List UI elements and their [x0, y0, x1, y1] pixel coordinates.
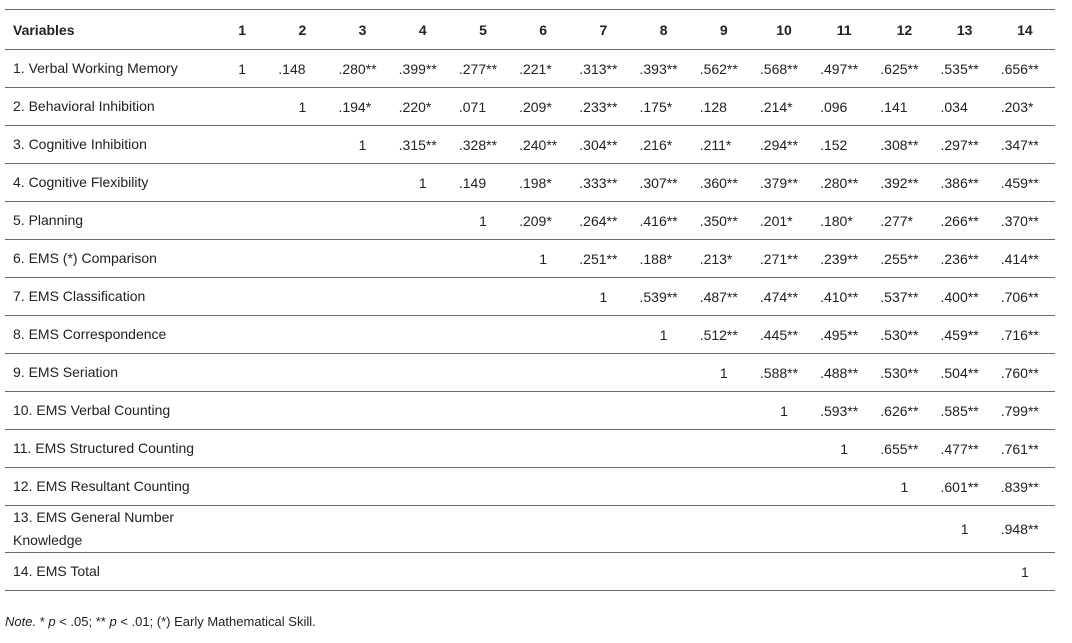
- table-cell: [513, 553, 573, 591]
- table-cell: .333**: [573, 164, 633, 202]
- table-cell: .096: [814, 88, 874, 126]
- table-header-row: [5, 10, 1055, 50]
- table-cell: .497**: [814, 50, 874, 88]
- note-text-1: *: [36, 614, 49, 629]
- table-cell: [393, 506, 453, 553]
- table-cell: .530**: [874, 354, 934, 392]
- table-cell: [513, 506, 573, 553]
- table-cell: [513, 392, 573, 430]
- table-cell: [212, 553, 272, 591]
- table-cell: [212, 430, 272, 468]
- table-cell: .255**: [874, 240, 934, 278]
- table-cell: .188*: [633, 240, 693, 278]
- table-cell: .393**: [633, 50, 693, 88]
- column-header-12: 12: [874, 10, 934, 50]
- table-cell: [212, 126, 272, 164]
- table-cell: .360**: [694, 164, 754, 202]
- table-row: [5, 506, 1055, 553]
- table-cell: .512**: [694, 316, 754, 354]
- table-cell: .216*: [633, 126, 693, 164]
- table-cell: .141: [874, 88, 934, 126]
- table-cell: .211*: [694, 126, 754, 164]
- note-text-3: < .01; (*) Early Mathematical Skill.: [116, 614, 316, 629]
- table-cell: .562**: [694, 50, 754, 88]
- table-cell: .277*: [874, 202, 934, 240]
- row-label: 2. Behavioral Inhibition: [5, 88, 212, 126]
- table-cell: .370**: [995, 202, 1055, 240]
- table-row: [5, 278, 1055, 316]
- table-cell: [453, 506, 513, 553]
- table-cell: [814, 506, 874, 553]
- table-cell: [212, 240, 272, 278]
- table-cell: [332, 430, 392, 468]
- table-cell: 1: [453, 202, 513, 240]
- table-cell: [694, 468, 754, 506]
- table-cell: [272, 430, 332, 468]
- table-cell: .761**: [995, 430, 1055, 468]
- table-cell: [332, 240, 392, 278]
- table-cell: .347**: [995, 126, 1055, 164]
- table-cell: .201*: [754, 202, 814, 240]
- table-row: [5, 553, 1055, 591]
- row-label: 5. Planning: [5, 202, 212, 240]
- note-prefix: Note.: [5, 614, 37, 629]
- table-cell: .535**: [935, 50, 995, 88]
- table-cell: .221*: [513, 50, 573, 88]
- table-cell: [332, 202, 392, 240]
- table-cell: [453, 354, 513, 392]
- table-cell: [212, 316, 272, 354]
- table-cell: [332, 553, 392, 591]
- table-cell: .625**: [874, 50, 934, 88]
- table-cell: .716**: [995, 316, 1055, 354]
- table-cell: .459**: [935, 316, 995, 354]
- table-cell: [633, 468, 693, 506]
- table-cell: 1: [513, 240, 573, 278]
- row-label: 3. Cognitive Inhibition: [5, 126, 212, 164]
- table-cell: [212, 354, 272, 392]
- table-cell: .266**: [935, 202, 995, 240]
- table-cell: [513, 430, 573, 468]
- table-cell: [212, 202, 272, 240]
- row-label: 1. Verbal Working Memory: [5, 50, 212, 88]
- table-cell: .239**: [814, 240, 874, 278]
- table-cell: .304**: [573, 126, 633, 164]
- table-cell: .399**: [393, 50, 453, 88]
- table-cell: [573, 468, 633, 506]
- table-cell: [212, 164, 272, 202]
- column-header-5: 5: [453, 10, 513, 50]
- table-cell: [633, 392, 693, 430]
- table-cell: [393, 202, 453, 240]
- table-cell: [393, 392, 453, 430]
- table-cell: .626**: [874, 392, 934, 430]
- row-label: 11. EMS Structured Counting: [5, 430, 212, 468]
- table-cell: [633, 506, 693, 553]
- row-label: 4. Cognitive Flexibility: [5, 164, 212, 202]
- row-label: 7. EMS Classification: [5, 278, 212, 316]
- table-cell: .488**: [814, 354, 874, 392]
- table-cell: [393, 468, 453, 506]
- table-cell: .251**: [573, 240, 633, 278]
- table-cell: [272, 126, 332, 164]
- table-cell: .213*: [694, 240, 754, 278]
- table-cell: [453, 392, 513, 430]
- table-cell: [754, 430, 814, 468]
- column-header-13: 13: [935, 10, 995, 50]
- table-cell: [212, 278, 272, 316]
- table-cell: [272, 316, 332, 354]
- table-cell: [212, 506, 272, 553]
- table-cell: .495**: [814, 316, 874, 354]
- table-cell: [935, 553, 995, 591]
- table-cell: .297**: [935, 126, 995, 164]
- table-cell: [212, 468, 272, 506]
- table-cell: .280**: [332, 50, 392, 88]
- column-header-8: 8: [633, 10, 693, 50]
- table-cell: [513, 278, 573, 316]
- table-cell: .034: [935, 88, 995, 126]
- table-cell: [272, 392, 332, 430]
- table-cell: .656**: [995, 50, 1055, 88]
- table-row: [5, 50, 1055, 88]
- table-cell: [332, 316, 392, 354]
- row-label: 14. EMS Total: [5, 553, 212, 591]
- row-label: 9. EMS Seriation: [5, 354, 212, 392]
- table-cell: .198*: [513, 164, 573, 202]
- table-cell: [874, 553, 934, 591]
- table-cell: .799**: [995, 392, 1055, 430]
- table-cell: .328**: [453, 126, 513, 164]
- table-row: [5, 88, 1055, 126]
- table-row: [5, 164, 1055, 202]
- table-cell: [332, 468, 392, 506]
- row-label: 12. EMS Resultant Counting: [5, 468, 212, 506]
- table-cell: [573, 354, 633, 392]
- table-cell: .180*: [814, 202, 874, 240]
- table-cell: [453, 430, 513, 468]
- table-cell: [332, 354, 392, 392]
- table-row: [5, 202, 1055, 240]
- table-cell: [814, 553, 874, 591]
- table-cell: .152: [814, 126, 874, 164]
- table-cell: .313**: [573, 50, 633, 88]
- table-cell: [754, 506, 814, 553]
- table-cell: .477**: [935, 430, 995, 468]
- table-cell: .474**: [754, 278, 814, 316]
- table-cell: .271**: [754, 240, 814, 278]
- table-cell: 1: [814, 430, 874, 468]
- table-cell: .236**: [935, 240, 995, 278]
- table-cell: .601**: [935, 468, 995, 506]
- table-row: [5, 392, 1055, 430]
- table-cell: [332, 278, 392, 316]
- table-cell: .149: [453, 164, 513, 202]
- table-cell: .294**: [754, 126, 814, 164]
- table-row: [5, 354, 1055, 392]
- table-cell: [332, 164, 392, 202]
- column-header-3: 3: [332, 10, 392, 50]
- table-cell: 1: [874, 468, 934, 506]
- table-body: [5, 50, 1055, 591]
- table-cell: .277**: [453, 50, 513, 88]
- table-cell: .203*: [995, 88, 1055, 126]
- correlation-table-container: [5, 9, 1055, 591]
- table-cell: 1: [754, 392, 814, 430]
- table-cell: 1: [212, 50, 272, 88]
- table-cell: .537**: [874, 278, 934, 316]
- table-cell: [393, 430, 453, 468]
- table-cell: .350**: [694, 202, 754, 240]
- table-cell: [754, 553, 814, 591]
- table-cell: .315**: [393, 126, 453, 164]
- table-cell: .504**: [935, 354, 995, 392]
- table-cell: [633, 354, 693, 392]
- table-cell: .220*: [393, 88, 453, 126]
- table-cell: [694, 392, 754, 430]
- table-cell: .655**: [874, 430, 934, 468]
- table-cell: .214*: [754, 88, 814, 126]
- column-header-1: 1: [212, 10, 272, 50]
- note-text-2: < .05; **: [55, 614, 110, 629]
- row-label: 13. EMS General Number Knowledge: [5, 506, 212, 553]
- table-cell: [272, 164, 332, 202]
- table-cell: 1: [995, 553, 1055, 591]
- table-cell: [573, 553, 633, 591]
- table-cell: 1: [935, 506, 995, 553]
- table-cell: .400**: [935, 278, 995, 316]
- table-row: [5, 240, 1055, 278]
- table-cell: [453, 316, 513, 354]
- note-p-2: p: [109, 614, 117, 629]
- table-cell: [393, 553, 453, 591]
- table-cell: [694, 506, 754, 553]
- column-header-2: 2: [272, 10, 332, 50]
- table-cell: [272, 506, 332, 553]
- table-cell: .588**: [754, 354, 814, 392]
- correlation-table: [5, 9, 1055, 591]
- table-cell: [453, 553, 513, 591]
- table-cell: [453, 468, 513, 506]
- note-p-1: p: [48, 614, 56, 629]
- table-cell: [272, 553, 332, 591]
- table-cell: .128: [694, 88, 754, 126]
- table-cell: [573, 430, 633, 468]
- row-label: 8. EMS Correspondence: [5, 316, 212, 354]
- row-label: 10. EMS Verbal Counting: [5, 392, 212, 430]
- table-cell: 1: [633, 316, 693, 354]
- table-cell: [874, 506, 934, 553]
- column-header-7: 7: [573, 10, 633, 50]
- table-row: [5, 126, 1055, 164]
- table-cell: [272, 468, 332, 506]
- column-header-6: 6: [513, 10, 573, 50]
- table-cell: [633, 430, 693, 468]
- table-cell: [332, 506, 392, 553]
- table-cell: .585**: [935, 392, 995, 430]
- table-row: [5, 316, 1055, 354]
- table-cell: [393, 316, 453, 354]
- table-cell: .379**: [754, 164, 814, 202]
- table-cell: 1: [332, 126, 392, 164]
- column-header-9: 9: [694, 10, 754, 50]
- table-cell: .209*: [513, 88, 573, 126]
- table-cell: [633, 553, 693, 591]
- table-cell: .264**: [573, 202, 633, 240]
- table-cell: [513, 468, 573, 506]
- table-cell: [573, 316, 633, 354]
- table-cell: .175*: [633, 88, 693, 126]
- column-header-variables: Variables: [5, 10, 212, 50]
- table-cell: .839**: [995, 468, 1055, 506]
- table-cell: .539**: [633, 278, 693, 316]
- table-cell: .530**: [874, 316, 934, 354]
- table-cell: .948**: [995, 506, 1055, 553]
- table-cell: .386**: [935, 164, 995, 202]
- table-cell: .760**: [995, 354, 1055, 392]
- table-note: [5, 614, 316, 629]
- table-cell: [332, 392, 392, 430]
- table-cell: [272, 354, 332, 392]
- table-cell: [513, 316, 573, 354]
- table-cell: [212, 88, 272, 126]
- table-cell: [573, 506, 633, 553]
- table-row: [5, 430, 1055, 468]
- table-cell: .593**: [814, 392, 874, 430]
- table-cell: 1: [573, 278, 633, 316]
- table-cell: [272, 240, 332, 278]
- table-cell: .280**: [814, 164, 874, 202]
- table-cell: [814, 468, 874, 506]
- table-cell: .308**: [874, 126, 934, 164]
- table-cell: .706**: [995, 278, 1055, 316]
- table-cell: .233**: [573, 88, 633, 126]
- table-cell: [453, 278, 513, 316]
- table-cell: [754, 468, 814, 506]
- table-cell: .240**: [513, 126, 573, 164]
- column-header-14: 14: [995, 10, 1055, 50]
- table-cell: 1: [272, 88, 332, 126]
- table-cell: .071: [453, 88, 513, 126]
- table-cell: [694, 553, 754, 591]
- table-cell: .416**: [633, 202, 693, 240]
- table-cell: .414**: [995, 240, 1055, 278]
- table-cell: [272, 202, 332, 240]
- table-cell: .392**: [874, 164, 934, 202]
- table-cell: 1: [694, 354, 754, 392]
- table-cell: .307**: [633, 164, 693, 202]
- table-cell: [393, 354, 453, 392]
- table-cell: .568**: [754, 50, 814, 88]
- table-cell: [694, 430, 754, 468]
- table-cell: .194*: [332, 88, 392, 126]
- table-cell: [513, 354, 573, 392]
- table-cell: [453, 240, 513, 278]
- table-cell: [272, 278, 332, 316]
- row-label: 6. EMS (*) Comparison: [5, 240, 212, 278]
- table-cell: [573, 392, 633, 430]
- table-cell: .209*: [513, 202, 573, 240]
- column-header-10: 10: [754, 10, 814, 50]
- table-cell: .459**: [995, 164, 1055, 202]
- column-header-11: 11: [814, 10, 874, 50]
- table-cell: .410**: [814, 278, 874, 316]
- table-cell: [393, 240, 453, 278]
- table-row: [5, 468, 1055, 506]
- table-cell: 1: [393, 164, 453, 202]
- table-cell: .148: [272, 50, 332, 88]
- column-header-4: 4: [393, 10, 453, 50]
- table-cell: .445**: [754, 316, 814, 354]
- table-cell: [393, 278, 453, 316]
- table-cell: .487**: [694, 278, 754, 316]
- table-cell: [212, 392, 272, 430]
